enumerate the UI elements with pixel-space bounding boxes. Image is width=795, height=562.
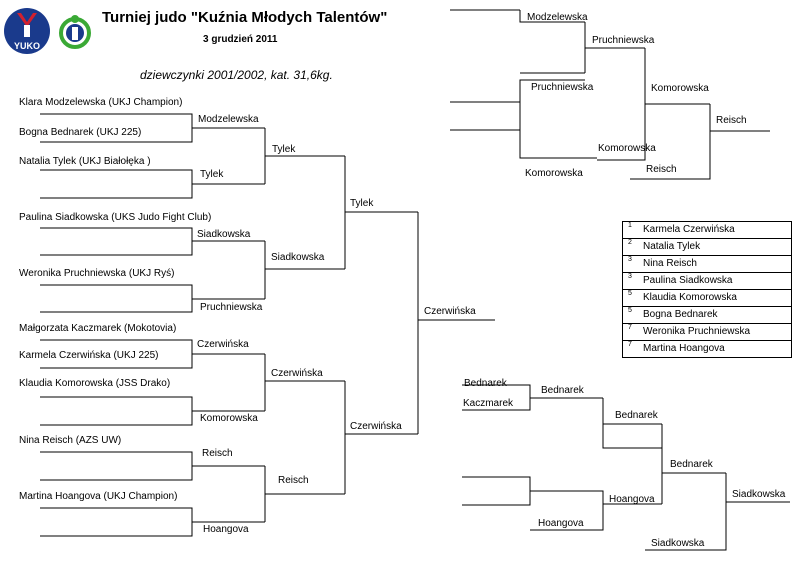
round1-winner: Reisch (202, 448, 233, 459)
result-rank: 7 (628, 341, 632, 348)
repechage-winner: Komorowska (651, 83, 709, 94)
results-row (623, 324, 791, 341)
repechage-winner: Bednarek (670, 459, 713, 470)
round2-winner: Reisch (278, 475, 309, 486)
entrant-name: Natalia Tylek (UKJ Białołęka ) (19, 156, 151, 167)
entrant-name: Paulina Siadkowska (UKS Judo Fight Club) (19, 212, 212, 223)
result-rank: 1 (628, 222, 632, 229)
results-row (623, 239, 791, 256)
results-row (623, 273, 791, 290)
yuko-logo-text: YUKO (13, 41, 41, 51)
entrant-name: Karmela Czerwińska (UKJ 225) (19, 350, 159, 361)
result-name: Weronika Pruchniewska (643, 326, 751, 337)
round2-winner: Czerwińska (271, 368, 323, 379)
result-name: Martina Hoangova (643, 343, 725, 354)
results-row (623, 290, 791, 307)
repechage-entrant: Komorowska (525, 168, 583, 179)
final-winner: Czerwińska (424, 306, 476, 317)
repechage-winner: Reisch (716, 115, 747, 126)
result-name: Natalia Tylek (643, 241, 701, 252)
entrant-name: Weronika Pruchniewska (UKJ Ryś) (19, 268, 175, 279)
repechage-winner: Komorowska (598, 143, 656, 154)
result-rank: 3 (628, 256, 632, 263)
round2-winner: Siadkowska (271, 252, 325, 263)
repechage-entrant: Reisch (646, 164, 677, 175)
page-title: Turniej judo "Kuźnia Młodych Talentów" (102, 9, 388, 26)
tournament-date: 3 grudzień 2011 (203, 34, 278, 45)
results-table (622, 221, 792, 358)
repechage-winner: Hoangova (609, 494, 655, 505)
results-row (623, 256, 791, 273)
category-label: dziewczynki 2001/2002, kat. 31,6kg. (140, 68, 333, 82)
entrant-name: Martina Hoangova (UKJ Champion) (19, 491, 178, 502)
round1-winner: Siadkowska (197, 229, 251, 240)
result-name: Klaudia Komorowska (643, 292, 737, 303)
results-row (623, 307, 791, 324)
round1-winner: Hoangova (203, 524, 249, 535)
results-row (623, 341, 791, 358)
round2-winner: Tylek (272, 144, 296, 155)
result-rank: 5 (628, 307, 632, 314)
entrant-name: Małgorzata Kaczmarek (Mokotovia) (19, 323, 177, 334)
semifinal-winner: Tylek (350, 198, 374, 209)
result-name: Karmela Czerwińska (643, 224, 735, 235)
round1-winner: Pruchniewska (200, 302, 263, 313)
result-name: Paulina Siadkowska (643, 275, 733, 286)
entrant-name: Klara Modzelewska (UKJ Champion) (19, 97, 183, 108)
round1-winner: Komorowska (200, 413, 258, 424)
repechage-entrant: Bednarek (464, 378, 507, 389)
repechage-entrant: Modzelewska (527, 12, 588, 23)
entrant-name: Klaudia Komorowska (JSS Drako) (19, 378, 171, 389)
repechage-entrant: Siadkowska (651, 538, 705, 549)
repechage-winner: Bednarek (615, 410, 658, 421)
round1-winner: Modzelewska (198, 114, 259, 125)
repechage-entrant: Hoangova (538, 518, 584, 529)
result-name: Nina Reisch (643, 258, 697, 269)
repechage-winner: Pruchniewska (592, 35, 655, 46)
result-rank: 7 (628, 324, 632, 331)
result-rank: 5 (628, 290, 632, 297)
entrant-name: Nina Reisch (AZS UW) (19, 435, 122, 446)
entrant-name: Bogna Bednarek (UKJ 225) (19, 127, 142, 138)
result-rank: 2 (628, 239, 632, 246)
semifinal-winner: Czerwińska (350, 421, 402, 432)
repechage-entrant: Pruchniewska (531, 82, 594, 93)
results-row (623, 222, 791, 239)
result-name: Bogna Bednarek (643, 309, 718, 320)
round1-winner: Czerwińska (197, 339, 249, 350)
repechage-winner: Siadkowska (732, 489, 786, 500)
repechage-entrant: Kaczmarek (463, 398, 514, 409)
round1-winner: Tylek (200, 169, 224, 180)
repechage-winner: Bednarek (541, 385, 584, 396)
result-rank: 3 (628, 273, 632, 280)
